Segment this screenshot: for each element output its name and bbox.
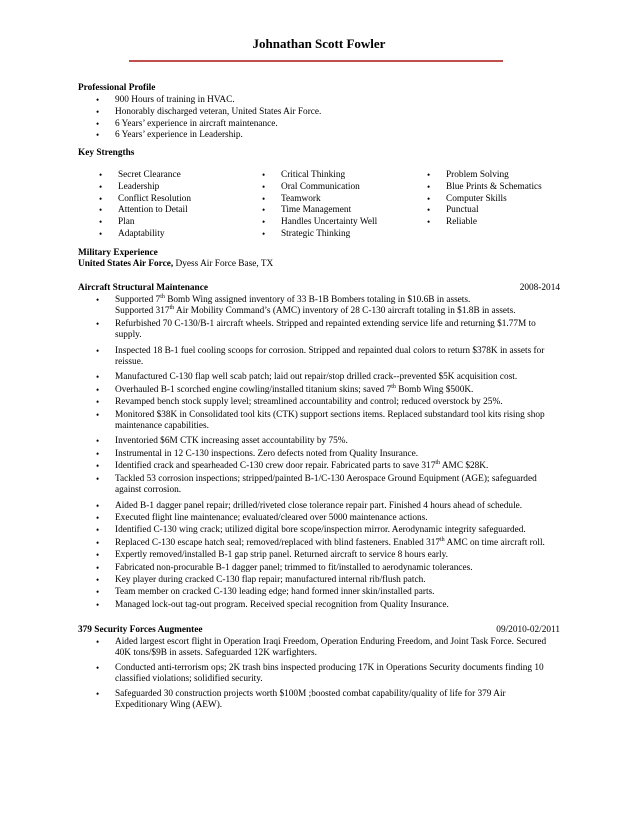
- job-2-dates: 09/2010-02/2011: [496, 625, 560, 635]
- bullet-item: • Fabricated non-procurable B-1 dagger panel; trimmed to fit/installed to aerodynamic tolerances.: [96, 563, 554, 574]
- profile-list: [96, 95, 556, 142]
- job-1-title: Aircraft Structural Maintenance: [78, 283, 208, 293]
- bullet-item: • Identified C-130 wing crack; utilized digital bore scope/inspection mirror. Aerodynamic integrity safeguarded.: [96, 525, 554, 536]
- list-item: • Problem Solving: [427, 170, 587, 182]
- bullet-item: • Aided B-1 dagger panel repair; drilled/riveted close tolerance repair part. Finished 4 hours ahead of schedule.: [96, 501, 554, 512]
- bullet-item: • Key player during cracked C-130 flap repair; manufactured internal rib/flush patch.: [96, 575, 554, 586]
- header-rule: [129, 60, 503, 62]
- bullet-text: Supported 317: [115, 306, 170, 317]
- employer-name: United States Air Force,: [78, 259, 174, 269]
- ordinal-suffix: th: [160, 293, 165, 300]
- list-item: • Punctual: [427, 205, 587, 217]
- bullet-item: • Monitored $38K in Consolidated tool kits (CTK) support sections items. Replaced substandard tool kits rising shop maintenance capabilities.: [96, 410, 554, 433]
- list-item: • 900 Hours of training in HVAC.: [96, 95, 556, 107]
- bullet-item: [96, 538, 554, 549]
- applicant-name: Johnathan Scott Fowler: [252, 36, 386, 51]
- bullet-item: [96, 385, 554, 396]
- list-item: • Leadership: [99, 182, 249, 194]
- bullet-item: • Inventoried $6M CTK increasing asset accountability by 75%.: [96, 436, 554, 447]
- bullet-item: • Instrumental in 12 C-130 inspections. Zero defects noted from Quality Insurance.: [96, 449, 554, 460]
- job-1-header: [78, 283, 560, 294]
- list-item: • Conflict Resolution: [99, 194, 249, 206]
- bullet-item: • Expertly removed/installed B-1 gap strip panel. Returned aircraft to service 8 hours early.: [96, 550, 554, 561]
- bullet-text: Bomb Wing assigned inventory of 33 B-1B Bombers totaling in $10.6B in assets.: [164, 295, 471, 305]
- bullet-item: • Conducted anti-terrorism ops; 2K trash bins inspected producing 17K in Operations Security documents finding 10 classified violations; solidified security.: [96, 663, 554, 686]
- bullet-item: • Inspected 18 B-1 fuel cooling scoops for corrosion. Stripped and repainted dual colors to return $378K in assets for reissue.: [96, 346, 554, 369]
- bullet-text: Bomb Wing $500K.: [395, 384, 474, 395]
- strengths-column-3: [427, 170, 587, 229]
- bullet-text: Air Mobility Command’s (AMC) inventory of 28 C-130 aircraft totaling in $1.8B in assets.: [174, 306, 516, 317]
- bullet-text: AMC on time aircraft roll.: [444, 537, 545, 548]
- bullet-item: • Tackled 53 corrosion inspections; stripped/painted B-1/C-130 Aerospace Ground Equipment (AGE); safeguarded against corrosion.: [96, 474, 554, 497]
- list-item: • Handles Uncertainty Well: [262, 217, 422, 229]
- ordinal-suffix: th: [391, 383, 396, 390]
- strengths-column-1: [99, 170, 249, 241]
- list-item: • Time Management: [262, 205, 422, 217]
- bullet-item: [96, 295, 554, 306]
- list-item: • Strategic Thinking: [262, 229, 422, 241]
- list-item: • Computer Skills: [427, 194, 587, 206]
- list-item: • 6 Years’ experience in Leadership.: [96, 130, 556, 142]
- list-item: • Honorably discharged veteran, United States Air Force.: [96, 107, 556, 119]
- military-heading: Military Experience: [78, 248, 158, 258]
- bullet-text: Supported 7: [115, 295, 161, 305]
- list-item: • Teamwork: [262, 194, 422, 206]
- list-item: • Critical Thinking: [262, 170, 422, 182]
- list-item: • 6 Years’ experience in aircraft maintenance.: [96, 119, 556, 131]
- bullet-item: • Revamped bench stock supply level; streamlined accountability and control; reduced overstock by 25%.: [96, 397, 554, 408]
- bullet-text: Identified crack and spearheaded C-130 crew door repair. Fabricated parts to save 317: [115, 461, 436, 472]
- job-2-header: [78, 625, 560, 636]
- bullet-item: • Managed lock-out tag-out program. Received special recognition from Quality Insurance.: [96, 600, 554, 611]
- bullet-item: • Refurbished 70 C-130/B-1 aircraft wheels. Stripped and repainted extending service life and returning $1.77M to supply.: [96, 319, 554, 342]
- employer-location: Dyess Air Force Base, TX: [173, 259, 274, 269]
- bullet-item: • Safeguarded 30 construction projects worth $100M ;boosted combat capability/quality of life for 379 Air Expeditionary Wing (AEW).: [96, 689, 554, 712]
- bullet-item: • Team member on cracked C-130 leading edge; hand formed inner skin/installed parts.: [96, 587, 554, 598]
- job-2-title: 379 Security Forces Augmentee: [78, 625, 203, 635]
- list-item: • Adaptability: [99, 229, 249, 241]
- ordinal-suffix: th: [440, 536, 445, 543]
- bullet-item: • Aided largest escort flight in Operation Iraqi Freedom, Operation Enduring Freedom, and Joint Task Force. Secured 40K tons/$9B in assets. Safeguarded 12K warfighters.: [96, 637, 554, 660]
- bullet-text: Replaced C-130 escape hatch seal; removed/replaced with blind fasteners. Enabled 317: [115, 537, 441, 548]
- list-item: • Attention to Detail: [99, 205, 249, 217]
- list-item: • Plan: [99, 217, 249, 229]
- ordinal-suffix: th: [435, 460, 441, 467]
- bullet-item: [96, 461, 554, 472]
- bullet-text: Overhauled B-1 scorched engine cowling/installed titanium skins; saved 7: [115, 384, 392, 395]
- employer-line: [78, 259, 273, 270]
- strengths-heading: Key Strengths: [78, 148, 135, 158]
- job-1-dates: 2008-2014: [519, 283, 560, 293]
- profile-heading: Professional Profile: [78, 83, 156, 93]
- job-2-bullets: [96, 637, 554, 711]
- strengths-column-2: [262, 170, 422, 241]
- bullet-item: • Executed flight line maintenance; evaluated/cleared over 5000 maintenance actions.: [96, 513, 554, 524]
- ordinal-suffix: th: [169, 305, 175, 312]
- bullet-item: • Manufactured C-130 flap well scab patch; laid out repair/stop drilled crack--prevented $5K acquisition cost.: [96, 372, 554, 383]
- list-item: • Oral Communication: [262, 182, 422, 194]
- bullet-text: AMC $28K.: [440, 461, 489, 472]
- list-item: • Blue Prints & Schematics: [427, 182, 587, 194]
- list-item: • Reliable: [427, 217, 587, 229]
- bullet-item: [96, 306, 554, 317]
- list-item: • Secret Clearance: [99, 170, 249, 182]
- job-1-bullets: [96, 295, 554, 611]
